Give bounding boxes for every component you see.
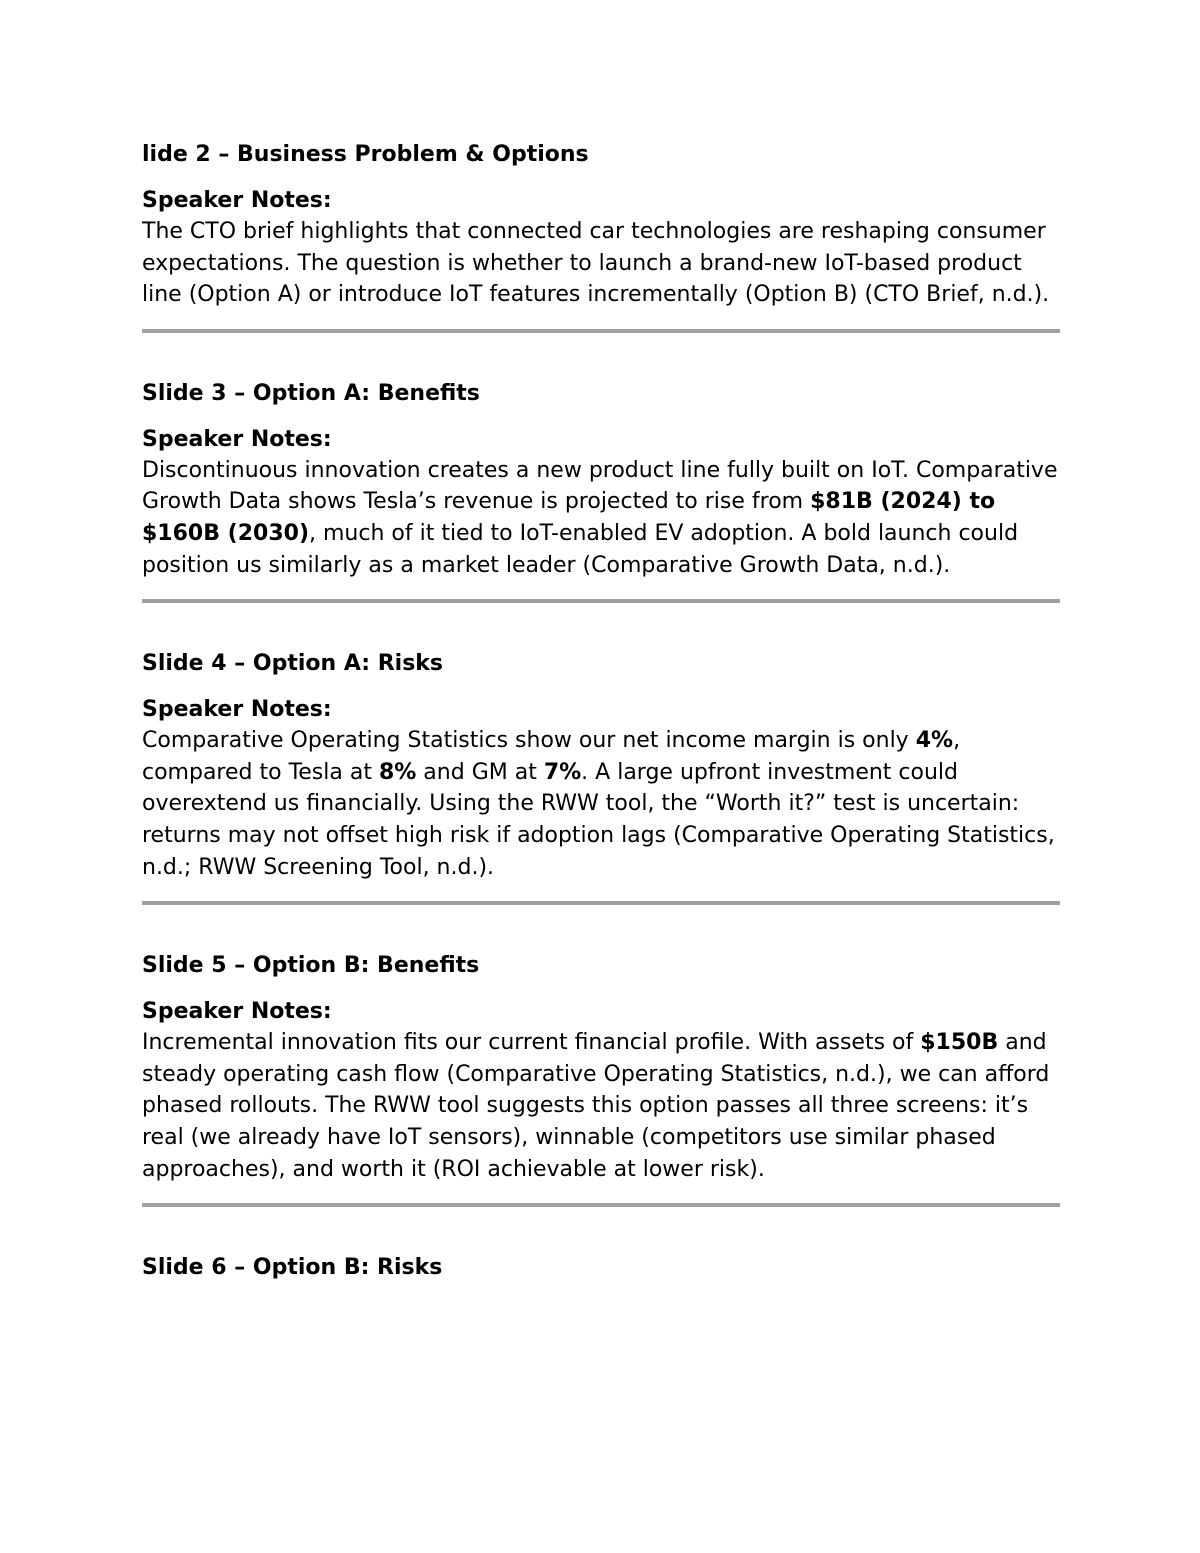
section-slide-4 [142, 649, 1060, 905]
speaker-notes-label: Speaker Notes: [142, 426, 332, 452]
section-slide-3 [142, 379, 1060, 603]
speaker-notes-text [142, 455, 1060, 581]
section-divider [142, 1203, 1060, 1207]
section-slide-6 [142, 1253, 1060, 1283]
speaker-notes-text [142, 725, 1060, 883]
speaker-notes-text [142, 216, 1060, 311]
document-page [142, 140, 1060, 1298]
notes-highlight: 4% [915, 728, 954, 754]
speaker-notes-label: Speaker Notes: [142, 999, 332, 1025]
notes-segment: The CTO brief highlights that connected car technologies are reshaping consumer expectations. The question is whether to launch a brand-new IoT-based product line (Option A) or introduce IoT features incrementally (Option B) (CTO Brief, n.d.). [142, 219, 1050, 308]
notes-highlight: $81B (2024) to $160B (2030) [142, 489, 996, 546]
notes-segment: , much of it tied to IoT-enabled EV adoption. A bold launch could position us similarly as a market leader (Comparative Growth Data, n.d.). [142, 520, 1019, 578]
section-slide-5 [142, 951, 1060, 1207]
notes-segment: Incremental innovation fits our current financial profile. With assets of [142, 1030, 921, 1056]
slide-title: lide 2 – Business Problem & Options [142, 142, 589, 167]
section-divider [142, 901, 1060, 905]
notes-segment: and steady operating cash flow (Comparative Operating Statistics, n.d.), we can afford phased rollouts. The RWW tool suggests this option passes all three screens: it’s real (we already have IoT sensors), winnable (competitors use similar phased approaches), and worth it (ROI achievable at lower risk). [142, 1030, 1050, 1182]
slide-title: Slide 6 – Option B: Risks [142, 1255, 443, 1281]
notes-highlight: $150B [920, 1030, 999, 1056]
slide-title: Slide 4 – Option A: Risks [142, 651, 444, 677]
speaker-notes-label: Speaker Notes: [142, 697, 332, 723]
section-divider [142, 329, 1060, 333]
notes-segment: Comparative Operating Statistics show our net income margin is only [142, 728, 916, 754]
slide-title: Slide 3 – Option A: Benefits [142, 380, 480, 406]
speaker-notes-text [142, 1027, 1060, 1185]
slide-title: Slide 5 – Option B: Benefits [142, 953, 480, 979]
section-slide-2 [142, 140, 1060, 333]
section-divider [142, 599, 1060, 603]
notes-segment: Discontinuous innovation creates a new product line fully built on IoT. Comparative Growth Data shows Tesla’s revenue is projected to rise from [142, 457, 1058, 515]
notes-highlight: 8% [378, 759, 417, 785]
notes-segment: and GM at [416, 759, 544, 785]
notes-segment: . A large upfront investment could overextend us financially. Using the RWW tool, the “Worth it?” test is uncertain: returns may not offset high risk if adoption lags (Comparative Operating Statistics, n.d.; RWW Screening Tool, n.d.). [142, 759, 1055, 880]
notes-segment: , compared to Tesla at [142, 728, 961, 785]
notes-highlight: 7% [543, 759, 582, 785]
speaker-notes-label: Speaker Notes: [142, 188, 332, 213]
